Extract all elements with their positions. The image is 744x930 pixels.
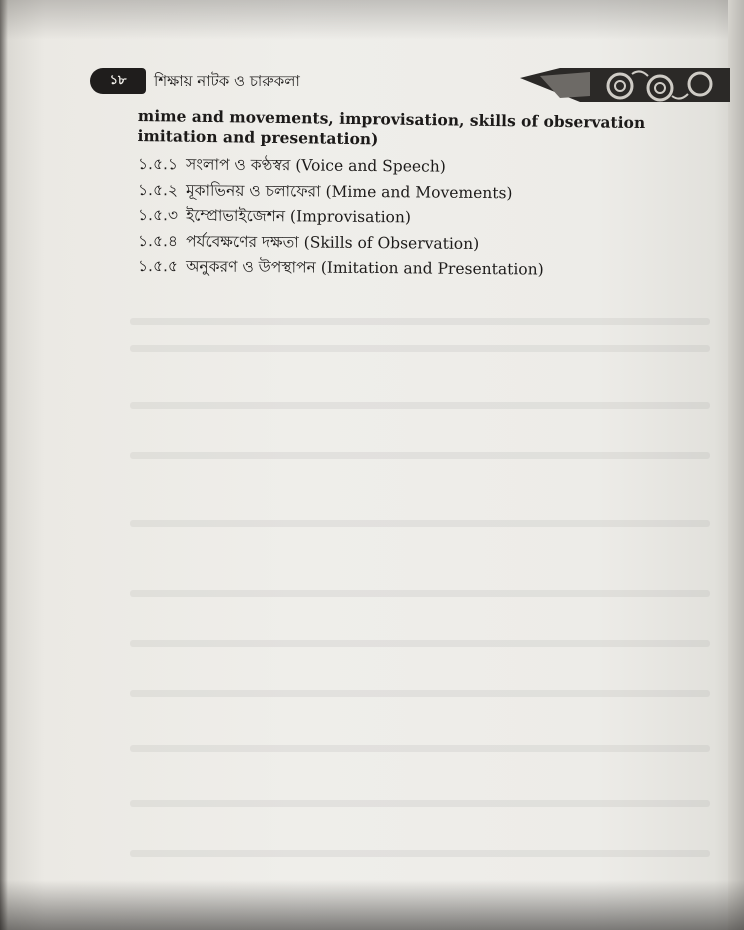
page-bottom-shadow [0,880,744,930]
running-header [90,64,710,98]
section-number: ১.৫.২ [137,180,179,199]
section-title: অনুকরণ ও উপস্থাপন (Imitation and Presentation) [185,257,544,279]
section-title: মূকাভিনয় ও চলাফেরা (Mime and Movements) [185,180,513,202]
bleed-through-line [130,452,710,459]
bleed-through-line [130,640,710,647]
section-number: ১.৫.৪ [137,231,179,250]
bleed-through-line [130,345,710,352]
section-number: ১.৫.৩ [137,206,179,225]
intro-paragraph [137,106,724,154]
bleed-through-line [130,590,710,597]
page-top-shadow [0,0,744,40]
page-right-edge [728,0,744,930]
bleed-through-line [130,745,710,752]
section-number: ১.৫.৫ [137,257,179,276]
intro-line-1: mime and movements, improvisation, skills of observation [137,106,646,133]
page-content [138,106,728,280]
chapter-title: শিক্ষায় নাটক ও চারুকলা [154,72,300,90]
section-title: ইম্প্রোভাইজেশন (Improvisation) [185,206,412,227]
bleed-through-line [130,800,710,807]
section-title: সংলাপ ও কণ্ঠস্বর (Voice and Speech) [185,155,446,176]
decorative-swirl-icon [520,66,730,102]
section-list [138,152,728,280]
bleed-through-line [130,850,710,857]
intro-line-2: imitation and presentation) [137,125,379,149]
bleed-through-line [130,690,710,697]
section-item [138,254,728,285]
page-left-edge [0,0,8,930]
section-number: ১.৫.১ [137,155,179,174]
bleed-through-line [130,520,710,527]
section-title: পর্যবেক্ষণের দক্ষতা (Skills of Observation) [185,231,480,253]
page-number-badge: ১৮ [90,68,146,94]
bleed-through-line [130,402,710,409]
bleed-through-line [130,318,710,325]
